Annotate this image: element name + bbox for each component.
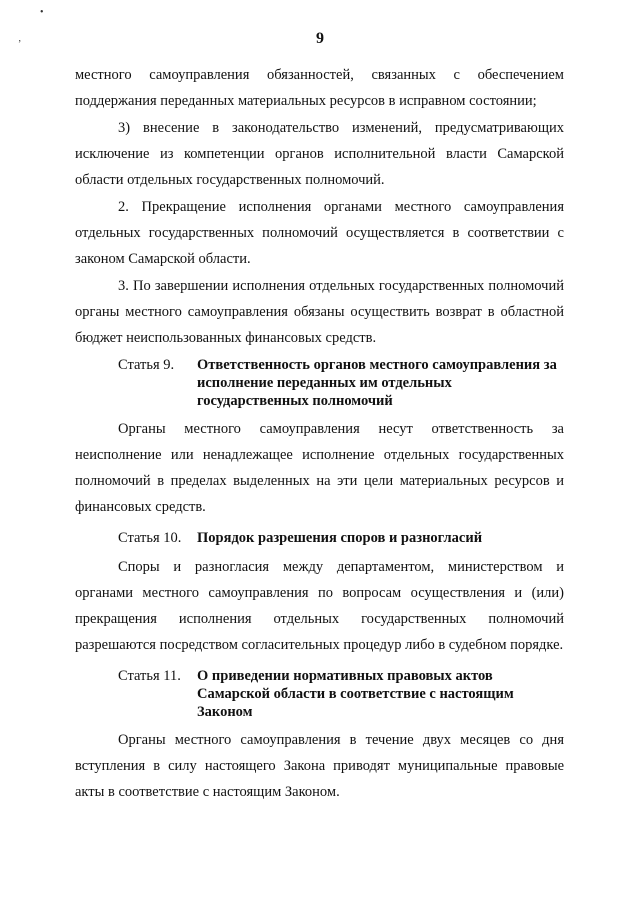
article-10-title: Порядок разрешения споров и разногласий	[197, 530, 483, 546]
paragraph-clause-3: 3. По завершении исполнения отдельных государственных полномочий органы местного самоуправления обязаны осуществить возврат в областной бюджет неиспользованных финансовых средств.	[75, 278, 564, 346]
margin-dot-mark: •	[40, 7, 44, 18]
article-10-text: Споры и разногласия между департаментом, министерством и органами местного самоуправления по вопросам осуществления и (или) прекращения исполнения отдельных государственных полномочий разрешаются посредством согласительных процедур либо в судебном порядке.	[75, 559, 564, 653]
article-11-text: Органы местного самоуправления в течение двух месяцев со дня вступления в силу настоящего Закона приводят муниципальные правовые акты в соответствие с настоящим Законом.	[75, 732, 564, 800]
article-11-title: О приведении нормативных правовых актов Самарской области в соответствие с настоящим Законом	[197, 668, 514, 720]
article-10-label: Статья 10.	[118, 530, 182, 546]
paragraph-item-3: 3) внесение в законодательство изменений, предусматривающих исключение из компетенции органов исполнительной власти Самарской области отдельных государственных полномочий.	[75, 120, 564, 188]
article-9-label: Статья 9.	[118, 357, 175, 373]
document-body	[75, 62, 564, 806]
article-10-heading	[75, 526, 564, 548]
article-9-heading	[75, 353, 564, 410]
page-number: 9	[316, 30, 324, 47]
margin-tick-mark: ʼ	[18, 39, 22, 50]
article-11-label: Статья 11.	[118, 668, 181, 684]
article-11-heading	[75, 664, 564, 721]
article-9-text: Органы местного самоуправления несут ответственность за неисполнение или ненадлежащее исполнение отдельных государственных полномочий в пределах выделенных на эти цели материальных ресурсов и финансовых средств.	[75, 421, 564, 515]
paragraph-continuation: местного самоуправления обязанностей, связанных с обеспечением поддержания переданных материальных ресурсов в исправном состоянии;	[75, 67, 564, 109]
paragraph-clause-2: 2. Прекращение исполнения органами местного самоуправления отдельных государственных полномочий осуществляется в соответствии с законом Самарской области.	[75, 199, 564, 267]
article-9-title: Ответственность органов местного самоуправления за исполнение переданных им отдельных государственных полномочий	[197, 357, 557, 409]
